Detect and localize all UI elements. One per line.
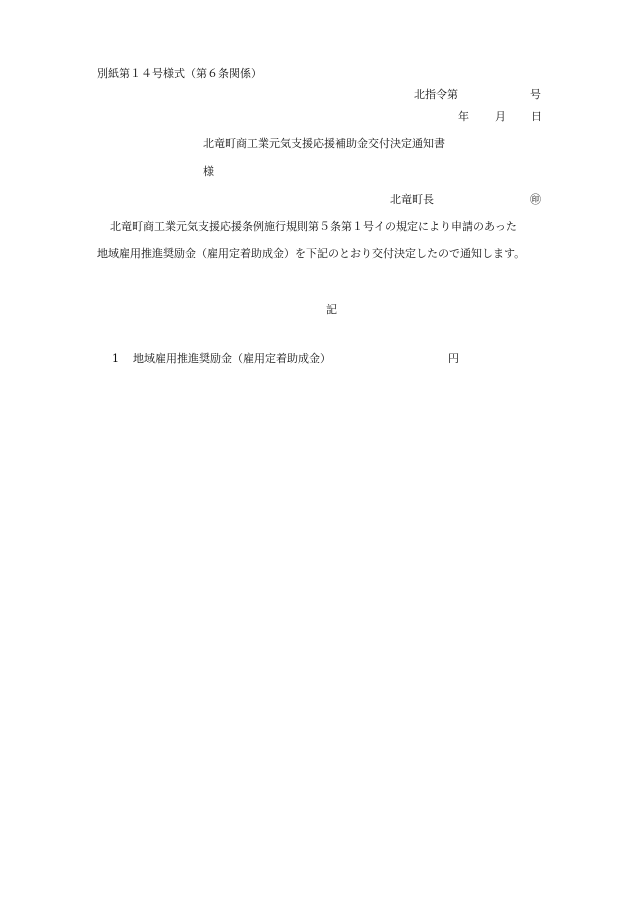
item-amount-unit: 円 (448, 352, 459, 365)
record-heading: 記 (326, 303, 337, 316)
issuer-name: 北竜町長 (390, 193, 434, 206)
document-title: 北竜町商工業元気支援応援補助金交付決定通知書 (203, 137, 445, 150)
item-label: 地域雇用推進奨励金（雇用定着助成金） (133, 352, 331, 365)
document-number-prefix: 北指令第 (414, 88, 458, 101)
seal-mark: ㊞ (530, 193, 541, 206)
date-day: 日 (531, 110, 542, 123)
addressee-suffix: 様 (203, 165, 214, 178)
body-text-line-2: 地域雇用推進奨励金（雇用定着助成金）を下記のとおり交付決定したので通知します。 (97, 247, 526, 260)
date-month: 月 (495, 110, 506, 123)
form-reference: 別紙第１４号様式（第６条関係） (97, 67, 262, 80)
document-number-suffix: 号 (530, 88, 541, 101)
item-number: 1 (112, 352, 119, 365)
body-text-line-1: 北竜町商工業元気支援応援条例施行規則第５条第１号イの規定により申請のあった (110, 220, 517, 233)
date-year: 年 (458, 110, 469, 123)
